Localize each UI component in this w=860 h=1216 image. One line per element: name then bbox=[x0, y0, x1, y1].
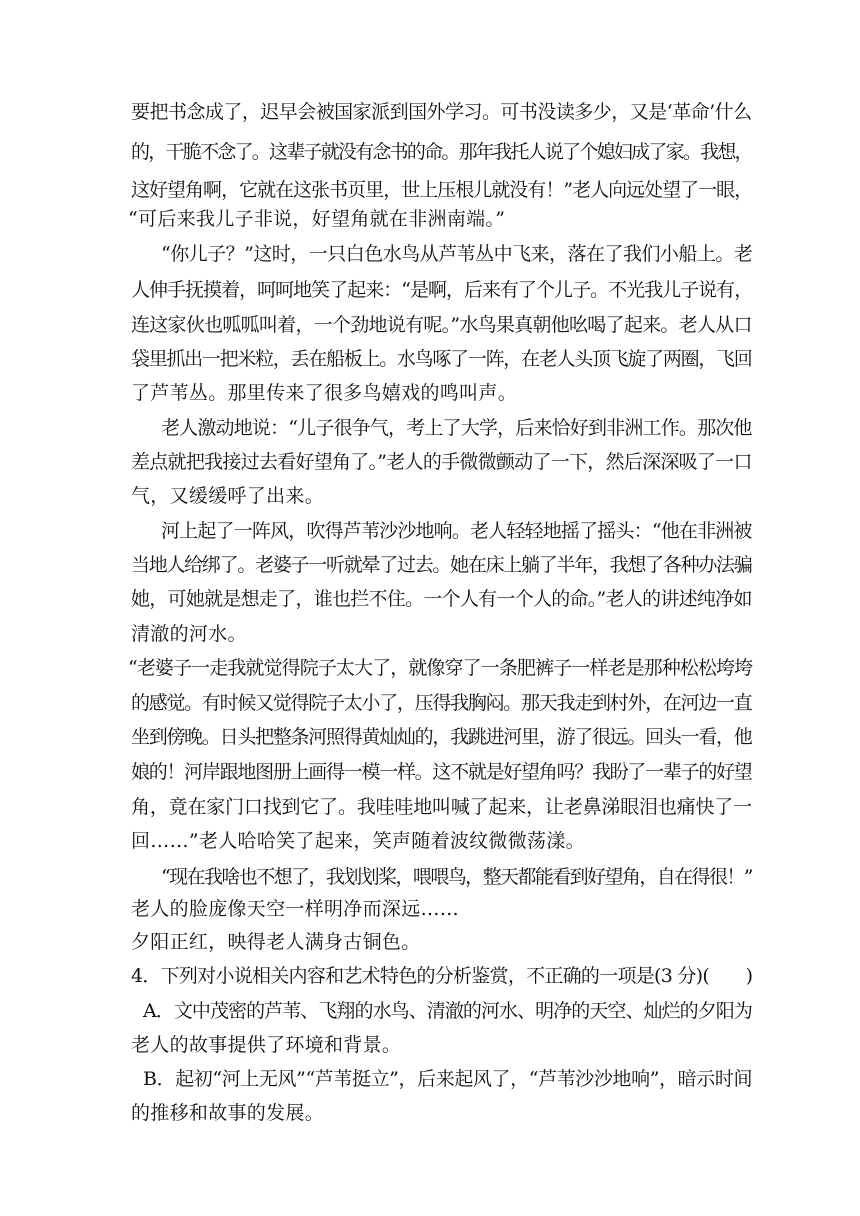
text-line: “老婆子一走我就觉得院子太大了，就像穿了一条肥裤子一样老是那种松松垮垮 bbox=[128, 657, 753, 679]
text-line: 袋里抓出一把米粒，丢在船板上。水鸟啄了一阵，在老人头顶飞旋了两圈，飞回 bbox=[131, 348, 752, 370]
option-a: A．文中茂密的芦苇、飞翔的水鸟、清澈的河水、明净的天空、灿烂的夕阳为 bbox=[143, 1000, 752, 1022]
option-b: B．起初“河上无风”“芦苇挺立”，后来起风了，“芦苇沙沙地响”，暗示时间 bbox=[143, 1068, 753, 1090]
text-line: 夕阳正红，映得老人满身古铜色。 bbox=[131, 931, 421, 953]
text-line: 老人的脸庞像天空一样明净而深远…… bbox=[131, 898, 460, 920]
text-line: 当地人给绑了。老婆子一听就晕了过去。她在床上躺了半年，我想了各种办法骗 bbox=[131, 554, 752, 576]
text-line: “你儿子？”这时，一只白色水鸟从芦苇丛中飞来，落在了我们小船上。老 bbox=[161, 243, 753, 265]
text-line: 人伸手抚摸着，呵呵地笑了起来：“是啊，后来有了个儿子。不光我儿子说有， bbox=[131, 279, 753, 301]
text-line: “可后来我儿子非说，好望角就在非洲南端。” bbox=[128, 208, 506, 230]
text-line: 回……”老人哈哈笑了起来，笑声随着波纹微微荡漾。 bbox=[131, 830, 585, 852]
text-line: 娘的！河岸跟地图册上画得一模一样。这不就是好望角吗？我盼了一辈子的好望 bbox=[131, 761, 752, 783]
text-line: 老人激动地说：“儿子很争气，考上了大学，后来恰好到非洲工作。那次他 bbox=[161, 417, 752, 439]
text-line: 差点就把我接过去看好望角了。”老人的手微微颤动了一下，然后深深吸了一口 bbox=[131, 451, 752, 473]
text-line: 她，可她就是想走了，谁也拦不住。一个人有一个人的命。”老人的讲述纯净如 bbox=[131, 588, 752, 610]
text-line: 的推移和故事的发展。 bbox=[131, 1102, 325, 1124]
text-line: 清澈的河水。 bbox=[131, 623, 247, 645]
text-line: 的感觉。有时候又觉得院子太小了，压得我胸闷。那天我走到村外，在河边一直 bbox=[131, 692, 752, 714]
text-line: 老人的故事提供了环境和背景。 bbox=[131, 1034, 402, 1056]
text-line: 要把书念成了，迟早会被国家派到国外学习。可书没读多少，又是‘革命’什么 bbox=[131, 101, 752, 123]
text-line: “现在我啥也不想了，我划划桨，喂喂鸟，整天都能看到好望角，自在得很！” bbox=[161, 866, 752, 888]
text-line: 角，竟在家门口找到它了。我哇哇地叫喊了起来，让老鼻涕眼泪也痛快了一 bbox=[131, 796, 752, 818]
question-stem: 4．下列对小说相关内容和艺术特色的分析鉴赏，不正确的一项是(3 分)( ) bbox=[131, 965, 753, 987]
text-line: 了芦苇丛。那里传来了很多鸟嬉戏的鸣叫声。 bbox=[131, 382, 518, 404]
text-line: 的，干脆不念了。这辈子就没有念书的命。那年我托人说了个媳妇成了家。我想， bbox=[131, 141, 752, 163]
text-line: 连这家伙也呱呱叫着，一个劲地说有呢。”水鸟果真朝他吆喝了起来。老人从口 bbox=[131, 314, 752, 336]
text-line: 坐到傍晚。日头把整条河照得黄灿灿的，我跳进河里，游了很远。回头一看，他 bbox=[131, 726, 752, 748]
text-line: 这好望角啊，它就在这张书页里，世上压根儿就没有！”老人向远处望了一眼， bbox=[131, 179, 753, 201]
text-line: 气，又缓缓呼了出来。 bbox=[131, 485, 325, 507]
text-line: 河上起了一阵风，吹得芦苇沙沙地响。老人轻轻地摇了摇头：“他在非洲被 bbox=[161, 520, 752, 542]
